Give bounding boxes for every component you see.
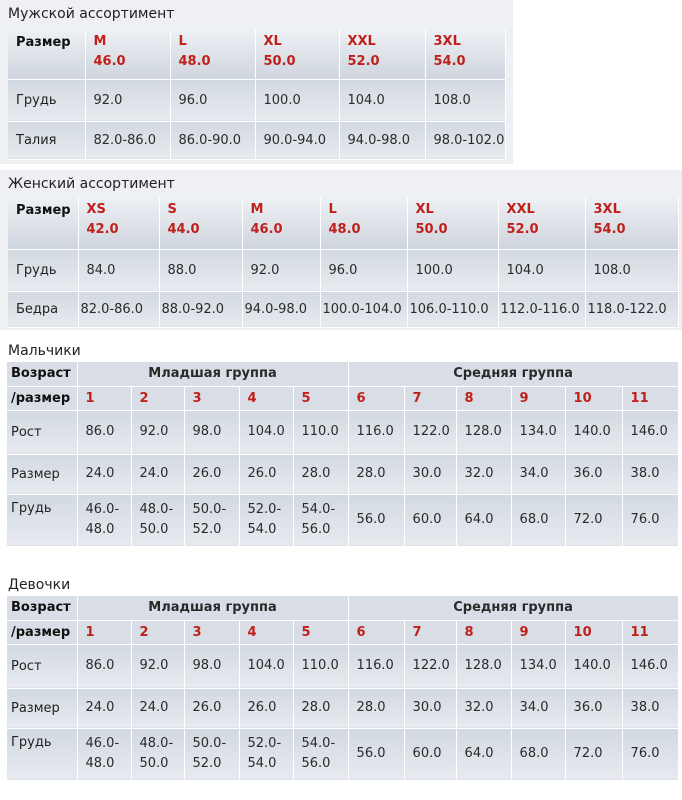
table-row — [7, 494, 678, 546]
table-row — [7, 644, 678, 688]
table-cell: 50.0- 52.0 — [184, 494, 239, 546]
table-row — [7, 454, 678, 494]
table-cell: 134.0 — [511, 644, 565, 688]
table-cell: 54.0- 56.0 — [293, 728, 348, 780]
group-middle-header: Средняя группа — [348, 362, 678, 386]
men-size-col: XXL 52.0 — [339, 29, 425, 79]
table-cell: 146.0 — [622, 644, 678, 688]
table-cell: 24.0 — [77, 688, 131, 728]
men-size-col: 3XL 54.0 — [425, 29, 505, 79]
table-cell: 38.0 — [622, 454, 678, 494]
men-section-title: Мужской ассортимент — [8, 6, 175, 22]
table-cell: 56.0 — [348, 494, 404, 546]
table-cell: 140.0 — [565, 644, 622, 688]
table-cell: 98.0 — [184, 644, 239, 688]
age-row: /размер 1 2 3 4 5 6 7 8 9 10 11 — [7, 386, 678, 410]
group-junior-header: Младшая группа — [77, 362, 348, 386]
table-cell: 48.0- 50.0 — [131, 494, 184, 546]
table-cell: 86.0 — [77, 410, 131, 454]
girls-size-table: Возраст Младшая группа Средняя группа /размер 1 2 3 4 5 6 7 8 9 10 11 Рост 86.0 92.0 98.0 104.0 110.0 116.0 122.0 128.0 134.0 140.0 146.0 Размер 24.0 24.0 26.0 26.0 28.0 28.0 30.0 32.0 34.0 36.0 38.0 Грудь 46.0- 48.0 48.0- 50.0 50.0- 52.0 52.0- 54.0 54.0- 56.0 56.0 60.0 64.0 68.0 72.0 76.0 — [7, 596, 679, 781]
table-cell: 32.0 — [456, 688, 511, 728]
table-cell: 146.0 — [622, 410, 678, 454]
table-cell: 122.0 — [404, 644, 456, 688]
row-label: Размер — [7, 688, 77, 728]
women-size-col: XXL 52.0 — [498, 197, 585, 249]
table-cell: 46.0- 48.0 — [77, 728, 131, 780]
table-cell: 24.0 — [131, 688, 184, 728]
men-size-col: XL 50.0 — [255, 29, 339, 79]
table-cell: 52.0- 54.0 — [239, 494, 293, 546]
table-cell: 32.0 — [456, 454, 511, 494]
table-cell: 98.0 — [184, 410, 239, 454]
table-cell: 24.0 — [77, 454, 131, 494]
table-cell: 104.0 — [239, 410, 293, 454]
table-cell: 134.0 — [511, 410, 565, 454]
table-row: Бедра 82.0-86.0 88.0-92.0 94.0-98.0 100.0-104.0 106.0-110.0 112.0-116.0 118.0-122.0 — [8, 291, 678, 327]
boys-size-table: Возраст Младшая группа Средняя группа /размер 1 2 3 4 5 6 7 8 9 10 11 Рост 86.0 92.0 98.0 104.0 110.0 116.0 122.0 128.0 134.0 140.0 146.0 Размер 24.0 24.0 26.0 26.0 28.0 28.0 30.0 32.0 34.0 36.0 38.0 Грудь 46.0- 48.0 48.0- 50.0 50.0- 52.0 52.0- 54.0 54.0- 56.0 56.0 60.0 64.0 68.0 72.0 76.0 — [7, 362, 679, 547]
table-cell: 68.0 — [511, 494, 565, 546]
men-size-col: M 46.0 — [85, 29, 170, 79]
table-cell: 54.0- 56.0 — [293, 494, 348, 546]
table-cell: 116.0 — [348, 644, 404, 688]
table-cell: 28.0 — [348, 688, 404, 728]
table-cell: 34.0 — [511, 454, 565, 494]
men-size-table — [8, 29, 506, 160]
table-cell: 28.0 — [293, 688, 348, 728]
women-size-col: L 48.0 — [320, 197, 407, 249]
table-row: Грудь 84.0 88.0 92.0 96.0 100.0 104.0 108.0 — [8, 249, 678, 291]
table-cell: 60.0 — [404, 494, 456, 546]
men-size-col: L 48.0 — [170, 29, 255, 79]
table-cell: 38.0 — [622, 688, 678, 728]
table-cell: 36.0 — [565, 688, 622, 728]
table-cell: 48.0- 50.0 — [131, 728, 184, 780]
table-cell: 116.0 — [348, 410, 404, 454]
table-cell: 26.0 — [184, 688, 239, 728]
table-row — [7, 410, 678, 454]
boys-section-title: Мальчики — [8, 343, 81, 359]
table-cell: 122.0 — [404, 410, 456, 454]
table-cell: 24.0 — [131, 454, 184, 494]
table-cell: 104.0 — [239, 644, 293, 688]
row-label: Рост — [7, 410, 77, 454]
age-row: /размер 1 2 3 4 5 6 7 8 9 10 11 — [7, 620, 678, 644]
row-label: Грудь — [7, 728, 77, 780]
table-cell: 36.0 — [565, 454, 622, 494]
women-size-col: 3XL 54.0 — [585, 197, 678, 249]
table-cell: 128.0 — [456, 410, 511, 454]
table-cell: 72.0 — [565, 494, 622, 546]
table-cell: 30.0 — [404, 688, 456, 728]
table-cell: 30.0 — [404, 454, 456, 494]
table-cell: 60.0 — [404, 728, 456, 780]
table-cell: 92.0 — [131, 410, 184, 454]
table-cell: 72.0 — [565, 728, 622, 780]
table-cell: 28.0 — [293, 454, 348, 494]
table-cell: 128.0 — [456, 644, 511, 688]
table-cell: 26.0 — [184, 454, 239, 494]
table-cell: 34.0 — [511, 688, 565, 728]
table-cell: 76.0 — [622, 494, 678, 546]
table-cell: 26.0 — [239, 688, 293, 728]
row-label: Грудь — [7, 494, 77, 546]
women-header-label: Размер — [8, 197, 78, 249]
women-size-col: S 44.0 — [159, 197, 242, 249]
row-label: Размер — [7, 454, 77, 494]
table-cell: 86.0 — [77, 644, 131, 688]
table-row: Талия 82.0-86.0 86.0-90.0 90.0-94.0 94.0-98.0 98.0-102.0 — [8, 121, 505, 159]
women-size-table — [8, 197, 679, 328]
table-cell: 110.0 — [293, 410, 348, 454]
table-cell: 26.0 — [239, 454, 293, 494]
table-cell: 64.0 — [456, 728, 511, 780]
table-cell: 50.0- 52.0 — [184, 728, 239, 780]
table-cell: 110.0 — [293, 644, 348, 688]
women-section-title: Женский ассортимент — [8, 176, 175, 192]
table-cell: 46.0- 48.0 — [77, 494, 131, 546]
women-size-col: XL 50.0 — [407, 197, 498, 249]
group-junior-header: Младшая группа — [77, 596, 348, 620]
girls-section-title: Девочки — [8, 577, 71, 593]
table-row: Грудь 92.0 96.0 100.0 104.0 108.0 — [8, 79, 505, 121]
women-size-col: XS 42.0 — [78, 197, 159, 249]
group-middle-header: Средняя группа — [348, 596, 678, 620]
table-row — [7, 728, 678, 780]
table-cell: 28.0 — [348, 454, 404, 494]
table-cell: 64.0 — [456, 494, 511, 546]
table-cell: 92.0 — [131, 644, 184, 688]
table-cell: 76.0 — [622, 728, 678, 780]
table-cell: 52.0- 54.0 — [239, 728, 293, 780]
table-cell: 68.0 — [511, 728, 565, 780]
men-header-label: Размер — [8, 29, 85, 79]
table-row — [7, 688, 678, 728]
women-size-col: M 46.0 — [242, 197, 320, 249]
table-cell: 140.0 — [565, 410, 622, 454]
row-label: Рост — [7, 644, 77, 688]
table-cell: 56.0 — [348, 728, 404, 780]
